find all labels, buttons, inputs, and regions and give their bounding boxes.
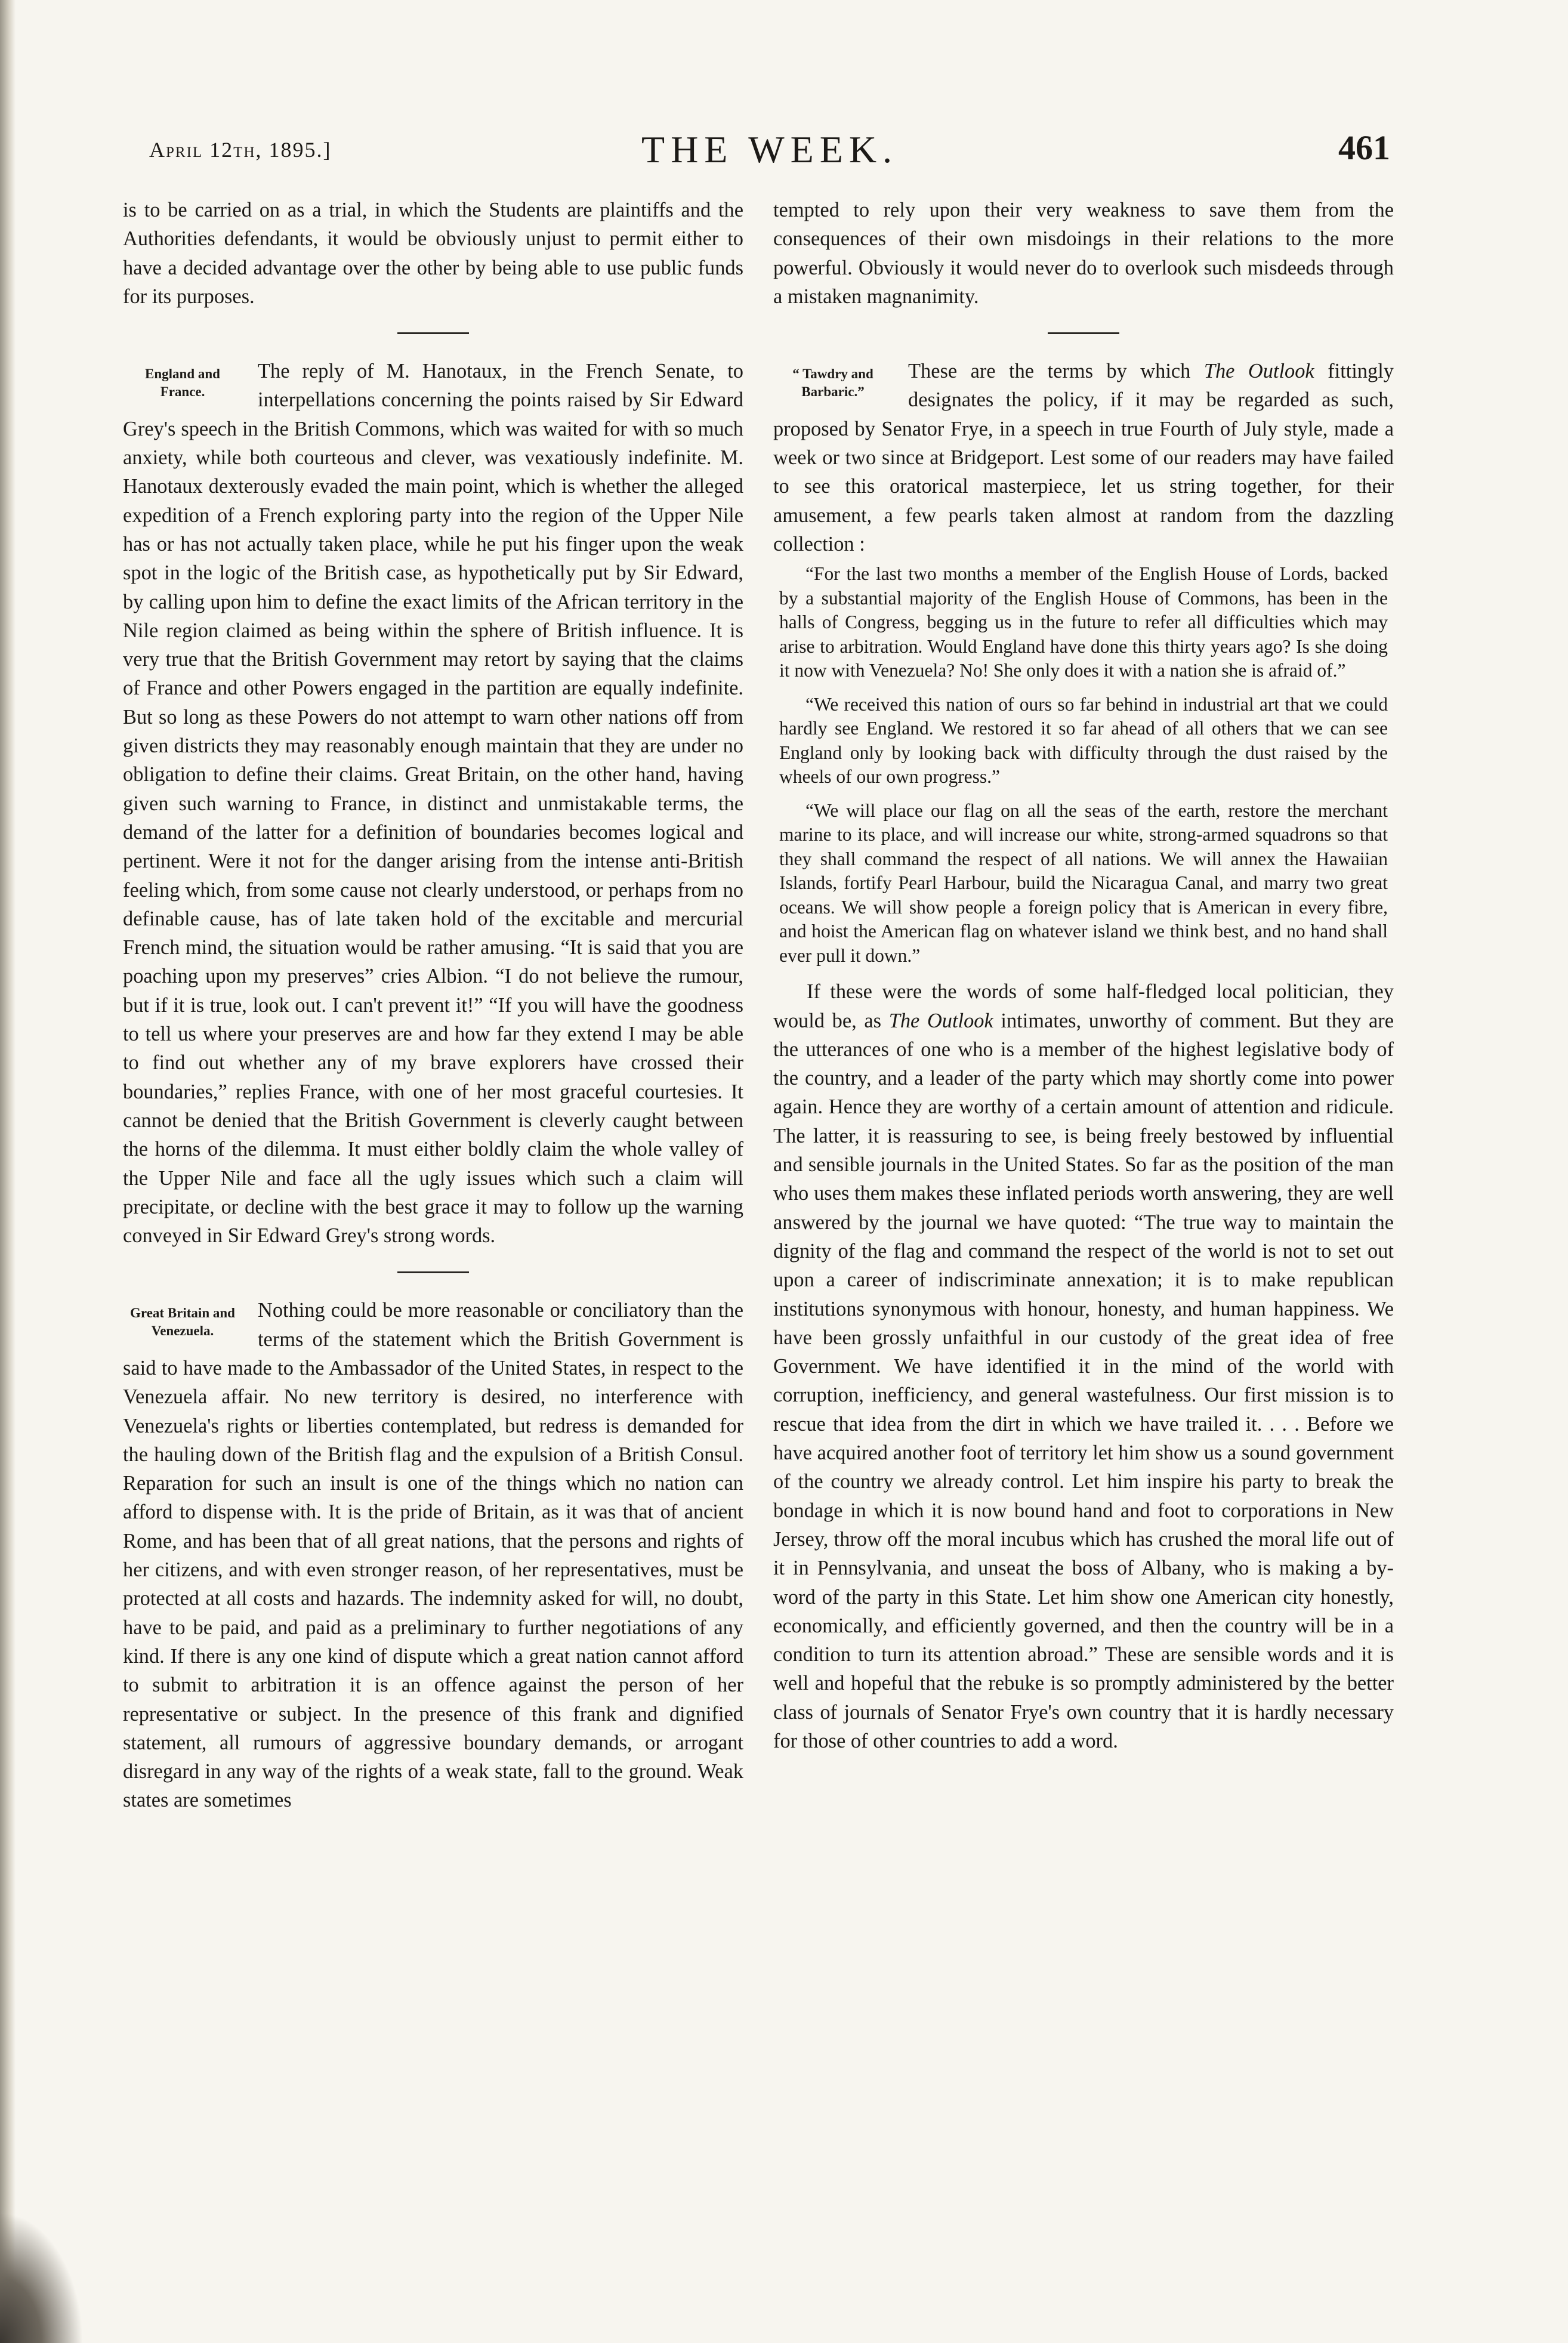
side-note-line: Great Britain and [130, 1305, 235, 1321]
quotation-block [773, 562, 1394, 968]
side-note-england-france [123, 365, 242, 401]
side-note-line: Venezuela. [151, 1323, 214, 1339]
closing-paragraph [773, 977, 1394, 1755]
side-note-britain-venezuela [123, 1304, 242, 1340]
scan-corner-shadow [0, 2212, 84, 2343]
continuation-paragraph: is to be carried on as a trial, in which the Students are plaintiffs and the Authorities defendants, it would be obviously unjust to permit either to have a decided advantage over the other by being able to use public funds for its purposes. [123, 199, 743, 308]
right-column [773, 196, 1394, 1755]
article-body: The reply of M. Hanotaux, in the French Senate, to interpellations concerning the points raised by Sir Edward Grey's speech in the British Commons, which was waited for with so much anxiety, while both courteous and clever, was vexatiously indefinite. M. Hanotaux dexterously evaded the main point, which is whether the alleged expedition of a French exploring party into the region of the Upper Nile has or has not actually taken place, while he put his finger upon the weak spot in the logic of the British case, as hypothetically put by Sir Edward, by calling upon him to define the exact limits of the African territory in the Nile region claimed as being within the sphere of British influence. It is very true that the British Government may retort by saying that the claims of France and other Powers engaged in the partition are equally indefinite. But so long as these Powers do not attempt to warn other nations off from given districts they may reasonably enough maintain that they are under no obligation to define their claims. Great Britain, on the other hand, having given such warning to France, in distinct and unmistakable terms, the demand of the latter for a definition of boundaries becomes logical and pertinent. Were it not for the danger arising from the intense anti-British feeling which, from some cause not clearly understood, or perhaps from no definable cause, has of late taken hold of the excitable and mercurial French mind, the situation would be rather amusing. “It is said that you are poaching upon my preserves” cries Albion. “I do not believe the rumour, but if it is true, look out. I can't prevent it!” “If you will have the goodness to tell us where your preserves are and how far they extend I may be able to find out whether any of my brave explorers have crossed their boundaries,” replies France, with one of her most graceful courtesies. It cannot be denied that the British Government is cleverly caught between the horns of the dilemma. It must either boldly claim the whole valley of the Upper Nile and face all the ugly issues which such a claim will precipitate, or decline with the best grace it may to follow up the warning conveyed in Sir Edward Grey's strong words. [123, 360, 743, 1248]
journal-name: The Outlook [1203, 360, 1314, 383]
side-note-line: Barbaric.” [801, 384, 865, 400]
publication-title: THE WEEK. [641, 128, 899, 171]
article-tawdry-barbaric [773, 357, 1394, 558]
side-note-line: France. [160, 384, 205, 400]
journal-name: The Outlook [888, 1009, 993, 1032]
quoted-paragraph: “We will place our flag on all the seas of the earth, restore the merchant marine to its place, and will increase our white, strong-armed squadrons so that they shall command the respect of all nations. We will annex the Hawaiian Islands, fortify Pearl Harbour, build the Nicaragua Canal, and marry two great oceans. We will show people a foreign policy that is American in every fibre, and hoist the American flag on whatever island we think best, and no hand shall ever pull it down.” [779, 799, 1388, 966]
page-number: 461 [1338, 128, 1390, 167]
issue-date: April 12th, 1895.] [149, 138, 332, 162]
quoted-paragraph: “For the last two months a member of the English House of Lords, backed by a substantial majority of the English House of Commons, has been in the halls of Congress, begging us in the future to refer all difficulties which may arise to arbitration. Would England have done this thirty years ago? Is she doing it now with Venezuela? No! She only does it with a nation she is afraid of.” [779, 563, 1388, 681]
article-england-france [123, 357, 743, 1250]
section-divider [397, 1271, 469, 1273]
side-note-line: “ Tawdry and [792, 366, 873, 382]
page-header [149, 125, 1390, 173]
left-column [123, 196, 743, 1815]
scan-edge-shadow [0, 0, 16, 2343]
text-run: If these were the words of some half-fledged local politician, they would be, as [773, 980, 1394, 1032]
text-run: intimates, unworthy of comment. But they are the utterances of one who is a member of the highest legislative body of the country, and a leader of the party which may shortly come into power again. Hence they are worthy of a certain amount of attention and ridicule. The latter, it is reassuring to see, is being freely bestowed by influential and sensible journals in the United States. So far as the position of the man who uses them makes these inflated periods worth answering, they are well answered by the journal we have quoted: “The true way to maintain the dignity of the flag and command the respect of the world is not to set out upon a career of indiscriminate annexation; it is to make republican institutions synonymous with honour, honesty, and human happiness. We have been grossly unfaithful in our custody of the great idea of free Government. We have identified it in the mind of the world with corruption, inefficiency, and general wastefulness. Our first mission is to rescue that idea from the dirt in which we have trailed it. . . . Before we have acquired another foot of territory let him show us a sound government of the country we already control. Let him inspire his party to break the bondage in which it is now bound hand and foot to corporations in New Jersey, throw off the moral incubus which has crushed the moral life out of it in Pennsylvania, and unseat the boss of Albany, who is making a by-word of the party in this State. Let him show one American city honestly, economically, and efficiently governed, and then the country will be in a condition to turn its attention abroad.” These are sensible words and it is well and hopeful that the rebuke is so promptly administered by the better class of journals of Senator Frye's own country that it is hardly necessary for those of other countries to add a word. [773, 1009, 1394, 1752]
text-run: These are the terms by which [908, 360, 1204, 383]
side-note-line: England and [145, 366, 220, 382]
section-divider [397, 332, 469, 334]
article-body: Nothing could be more reasonable or conciliatory than the terms of the statement which the British Government is said to have made to the Ambassador of the United States, in respect to the Venezuela affair. No new territory is desired, no interference with Venezuela's rights or liberties contemplated, but redress is demanded for the hauling down of the British flag and the expulsion of a British Consul. Reparation for such an insult is one of the things which no nation can afford to dispense with. It is the pride of Britain, as it was that of ancient Rome, and has been that of all great nations, that the persons and rights of her citizens, and with even stronger reason, of her representatives, must be protected at all costs and hazards. The indemnity asked for will, no doubt, have to be paid, and paid as a preliminary to further negotiations of any kind. If there is any one kind of dispute which a great nation cannot afford to submit to arbitration it is an offence against the person of her representative or subject. In the presence of this frank and dignified statement, all rumours of aggressive boundary demands, or arrogant disregard in any way of the rights of a weak state, fall to the ground. Weak states are sometimes [123, 1299, 743, 1812]
quoted-paragraph: “We received this nation of ours so far behind in industrial art that we could hardly see England. We restored it so far ahead of all others that we can see England only by looking back with difficulty through the dust raised by the wheels of our own progress.” [779, 693, 1388, 788]
text-run: fittingly designates the policy, if it may be regarded as such, proposed by Senator Frye, in a speech in true Fourth of July style, made a week or two since at Bridgeport. Lest some of our readers may have failed to see this oratorical masterpiece, let us string together, for their amusement, a few pearls taken almost at random from the dazzling collection : [773, 360, 1394, 555]
section-divider [1048, 332, 1119, 334]
side-note-tawdry-barbaric [773, 365, 893, 401]
continuation-paragraph: tempted to rely upon their very weakness to save them from the consequences of their own misdoings in their relations to the more powerful. Obviously it would never do to overlook such misdeeds through a mistaken magnanimity. [773, 199, 1394, 308]
article-britain-venezuela [123, 1296, 743, 1814]
